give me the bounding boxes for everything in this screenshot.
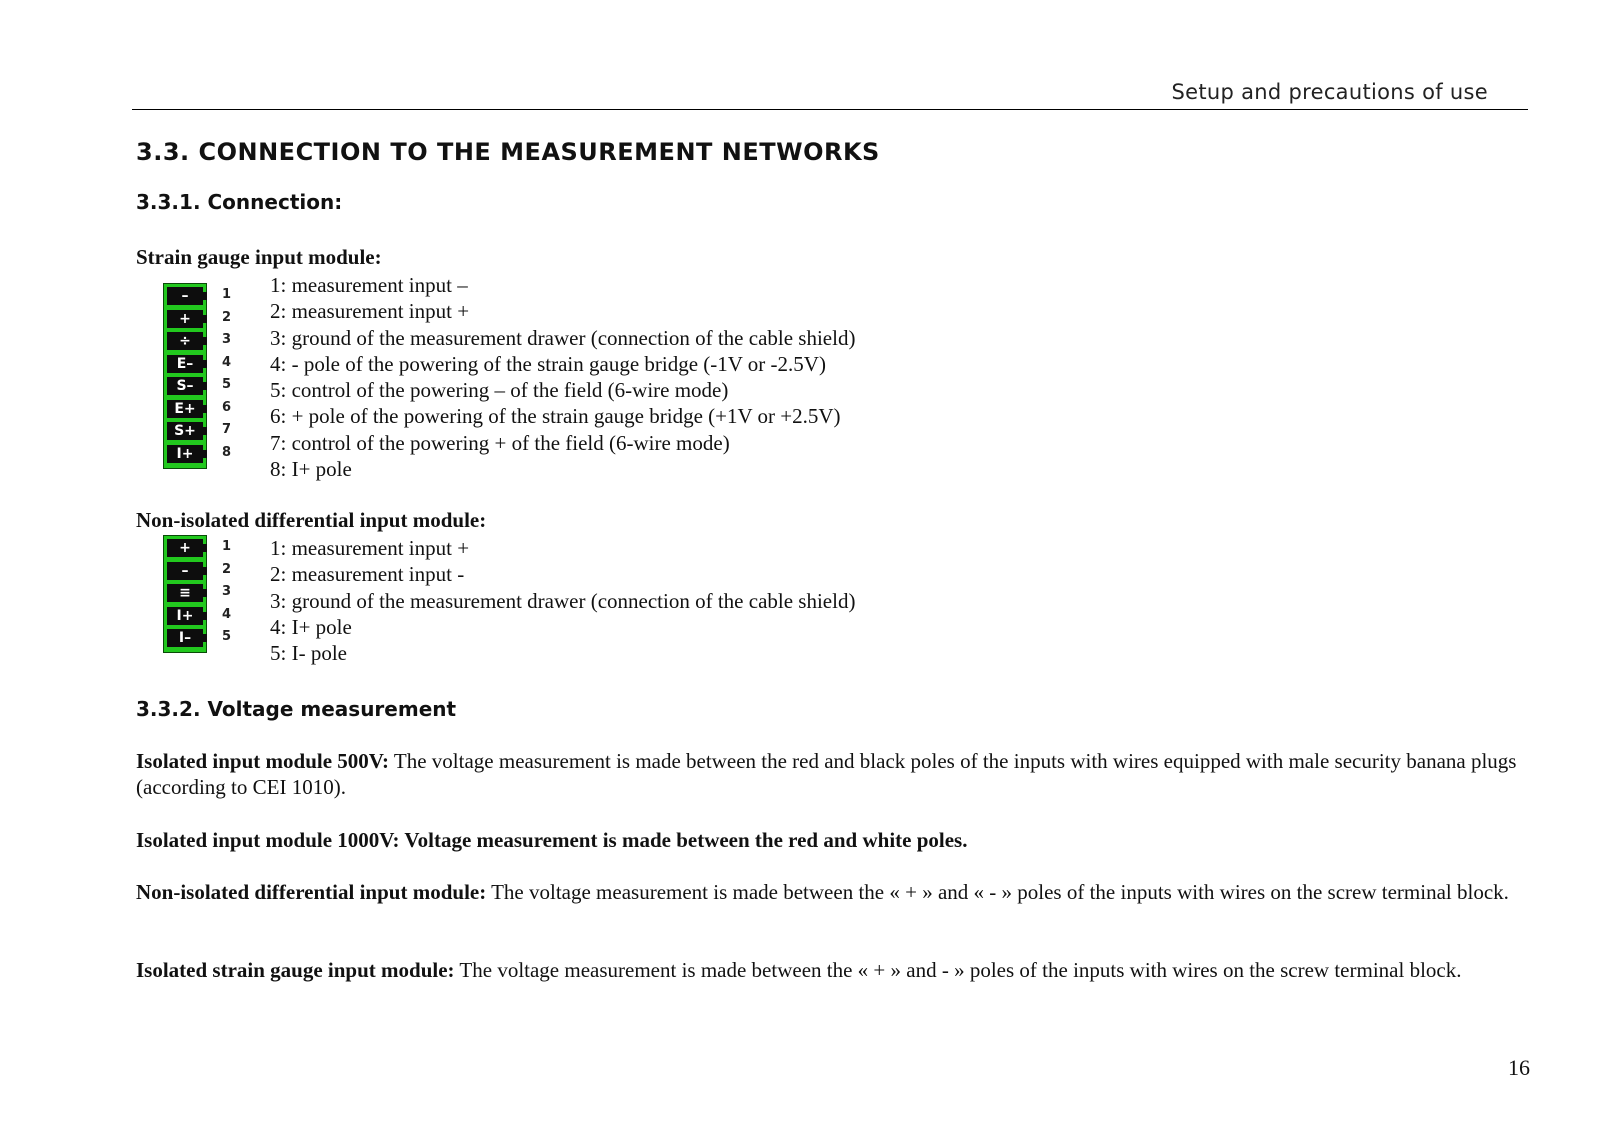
- terminal-pin: I–: [167, 629, 203, 647]
- list-item: 1: measurement input –: [270, 273, 468, 297]
- terminal-pin: +: [167, 310, 203, 328]
- terminal-pin: +: [167, 539, 203, 557]
- section-title: 3.3. CONNECTION TO THE MEASUREMENT NETWORKS: [136, 138, 880, 166]
- subsection-connection: 3.3.1. Connection:: [136, 190, 343, 214]
- pin-number: 1: [222, 539, 232, 554]
- non-isolated-terminal-block: [163, 535, 207, 653]
- pin-number: 8: [222, 444, 232, 460]
- pin-number: 5: [222, 629, 232, 644]
- pin-number: 4: [222, 606, 232, 622]
- text-strain-gauge: The voltage measurement is made between the « + » and - » poles of the inputs with wires on the screw terminal block.: [454, 958, 1462, 982]
- list-item: 8: I+ pole: [270, 457, 352, 482]
- running-header: Setup and precautions of use: [1171, 80, 1488, 104]
- non-isolated-module-title: Non-isolated differential input module:: [136, 508, 487, 532]
- text-non-isolated: The voltage measurement is made between the « + » and « - » poles of the inputs with wires on the screw terminal block.: [486, 880, 1509, 904]
- list-item: 3: ground of the measurement drawer (connection of the cable shield): [270, 325, 856, 350]
- terminal-pin: ÷: [167, 332, 203, 350]
- terminal-pin: –: [167, 287, 203, 305]
- terminal-pin: –: [167, 562, 203, 580]
- list-item: 2: measurement input -: [270, 562, 465, 587]
- terminal-pin: ≡: [167, 584, 203, 602]
- label-non-isolated: Non-isolated differential input module:: [136, 880, 487, 904]
- pin-number: 1: [222, 287, 232, 302]
- list-item: 1: measurement input +: [270, 536, 470, 560]
- paragraph-strain-gauge: [136, 957, 1536, 983]
- terminal-pin: E+: [167, 400, 203, 418]
- strain-gauge-module-title: Strain gauge input module:: [136, 245, 382, 269]
- header-rule: [132, 109, 1528, 110]
- pin-number: 3: [222, 584, 232, 599]
- pin-number: 5: [222, 377, 232, 392]
- list-item: 5: control of the powering – of the field (6-wire mode): [270, 378, 729, 403]
- list-item: 4: I+ pole: [270, 614, 352, 639]
- page-number: 16: [1508, 1055, 1530, 1080]
- non-isolated-pin-list: [270, 535, 855, 666]
- terminal-pin: E–: [167, 355, 203, 373]
- list-item: 2: measurement input +: [270, 299, 470, 324]
- label-strain-gauge: Isolated strain gauge input module:: [136, 958, 455, 982]
- terminal-pin: I+: [167, 445, 203, 463]
- pin-number: 4: [222, 354, 232, 370]
- list-item: 6: + pole of the powering of the strain gauge bridge (+1V or +2.5V): [270, 404, 841, 429]
- pin-number: 2: [222, 561, 232, 577]
- terminal-pin: S–: [167, 377, 203, 395]
- strain-gauge-terminal-block: [163, 283, 207, 469]
- strain-gauge-pin-list: [270, 272, 855, 482]
- terminal-pin: S+: [167, 422, 203, 440]
- list-item: 7: control of the powering + of the field (6-wire mode): [270, 430, 730, 455]
- terminal-pin: I+: [167, 607, 203, 625]
- label-isolated-500v: Isolated input module 500V:: [136, 749, 390, 773]
- pin-number: 2: [222, 309, 232, 325]
- subsection-voltage-measurement: 3.3.2. Voltage measurement: [136, 697, 457, 721]
- list-item: 5: I- pole: [270, 641, 347, 666]
- pin-number: 3: [222, 332, 232, 347]
- label-isolated-1000v: Isolated input module 1000V: Voltage measurement is made between the red and white poles.: [136, 828, 968, 852]
- text-isolated-500v: The voltage measurement is made between the red and black poles of the inputs with wires equipped with male security banana plugs (according to CEI 1010).: [136, 749, 1517, 799]
- paragraph-isolated-500v: [136, 748, 1536, 800]
- list-item: 3: ground of the measurement drawer (connection of the cable shield): [270, 588, 856, 613]
- list-item: 4: - pole of the powering of the strain gauge bridge (-1V or -2.5V): [270, 351, 826, 376]
- paragraph-isolated-1000v: [136, 827, 1536, 853]
- pin-number: 6: [222, 399, 232, 415]
- paragraph-non-isolated: [136, 879, 1536, 905]
- pin-number: 7: [222, 422, 232, 437]
